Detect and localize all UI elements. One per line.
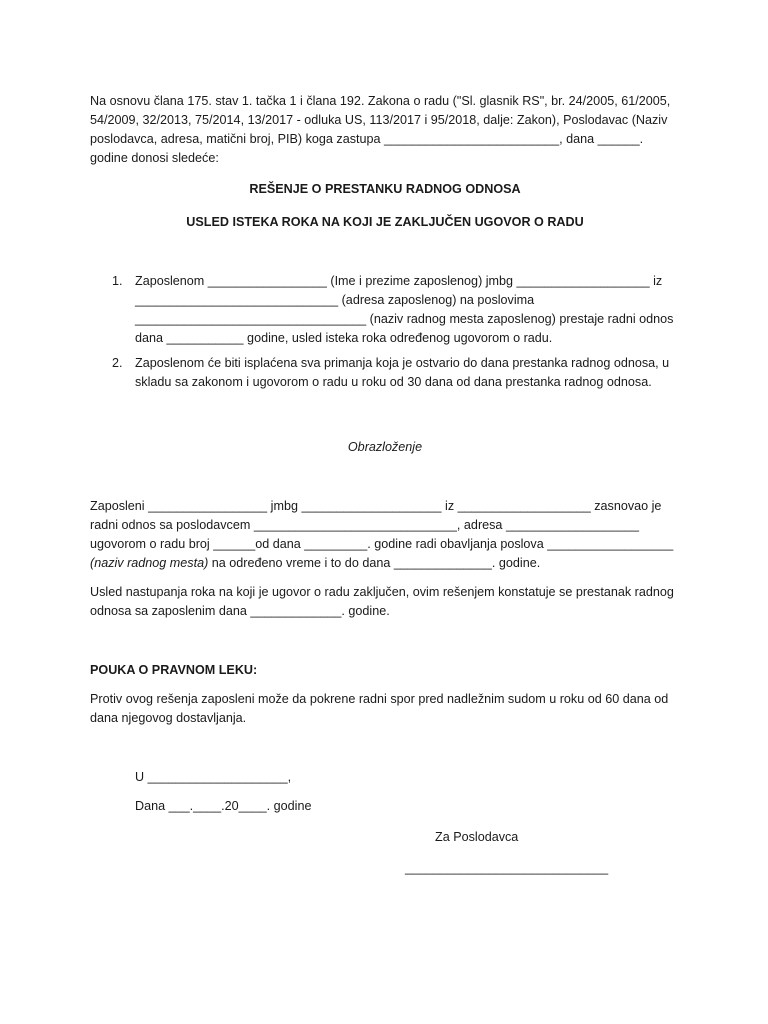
decision-list: [90, 272, 680, 392]
place-date-block: [135, 768, 680, 816]
reasoning-paragraph-2: Usled nastupanja roka na koji je ugovor o radu zaključen, ovim rešenjem konstatuje se prestanak radnog odnosa sa zaposlenim dana _____________. godine.: [90, 585, 674, 618]
reasoning-text-b: na određeno vreme i to do dana ______________. godine.: [208, 556, 541, 570]
reasoning-italic-note: (naziv radnog mesta): [90, 556, 209, 570]
signature-line: _____________________________: [405, 861, 609, 875]
list-item-text: Zaposlenom će biti isplaćena sva primanja koja je ostvario do dana prestanka radnog odnosa, u skladu sa zakonom i ugovorom o radu u roku od 30 dana od dana prestanka radnog odnosa.: [135, 356, 670, 389]
list-item: [90, 272, 680, 348]
document-title: REŠENJE O PRESTANKU RADNOG ODNOSA: [249, 182, 521, 196]
list-item-text: Zaposlenom _________________ (Ime i prezime zaposlenog) jmbg ___________________ iz _____________________________ (adresa zaposlenog) na poslovima _________________________________ (naziv radnog mesta zaposlenog) prestaje radni odnos dana ___________ godine, usled isteka roka određenog ugovorom o radu.: [135, 274, 674, 345]
list-item-number: 2.: [112, 356, 123, 370]
employer-label: Za Poslodavca: [435, 830, 519, 844]
list-item: [90, 354, 680, 392]
reasoning-paragraph-1: [90, 497, 680, 573]
document-subtitle-title: USLED ISTEKA ROKA NA KOJI JE ZAKLJUČEN UGOVOR O RADU: [186, 215, 584, 229]
document-page: [90, 92, 680, 878]
section-heading-obrazlozenje: Obrazloženje: [347, 440, 423, 454]
list-item-number: 1.: [112, 274, 123, 288]
reasoning-text-a: Zaposleni _________________ jmbg ____________________ iz ___________________ zasnovao je radni odnos sa poslodavcem _____________________________, adresa ___________________ ugovorom o radu broj ______od dana _________. godine radi obavljanja poslova __________________: [90, 499, 674, 551]
date-line: Dana ___.____.20____. godine: [135, 799, 312, 813]
legal-remedy-text: Protiv ovog rešenja zaposleni može da pokrene radni spor pred nadležnim sudom u roku od 60 dana od dana njegovog dostavljanja.: [90, 692, 669, 725]
place-line: U ____________________,: [135, 770, 292, 784]
legal-remedy-heading: POUKA O PRAVNOM LEKU:: [90, 663, 258, 677]
intro-paragraph: Na osnovu člana 175. stav 1. tačka 1 i člana 192. Zakona o radu ("Sl. glasnik RS", br. 24/2005, 61/2005, 54/2009, 32/2013, 75/2014, 13/2017 - odluka US, 113/2017 i 95/2018, dalje: Zakon), Poslodavac (Naziv poslodavca, adresa, matični broj, PIB) koga zastupa _________________________, dana ______. godine donosi sledeće:: [90, 94, 671, 165]
